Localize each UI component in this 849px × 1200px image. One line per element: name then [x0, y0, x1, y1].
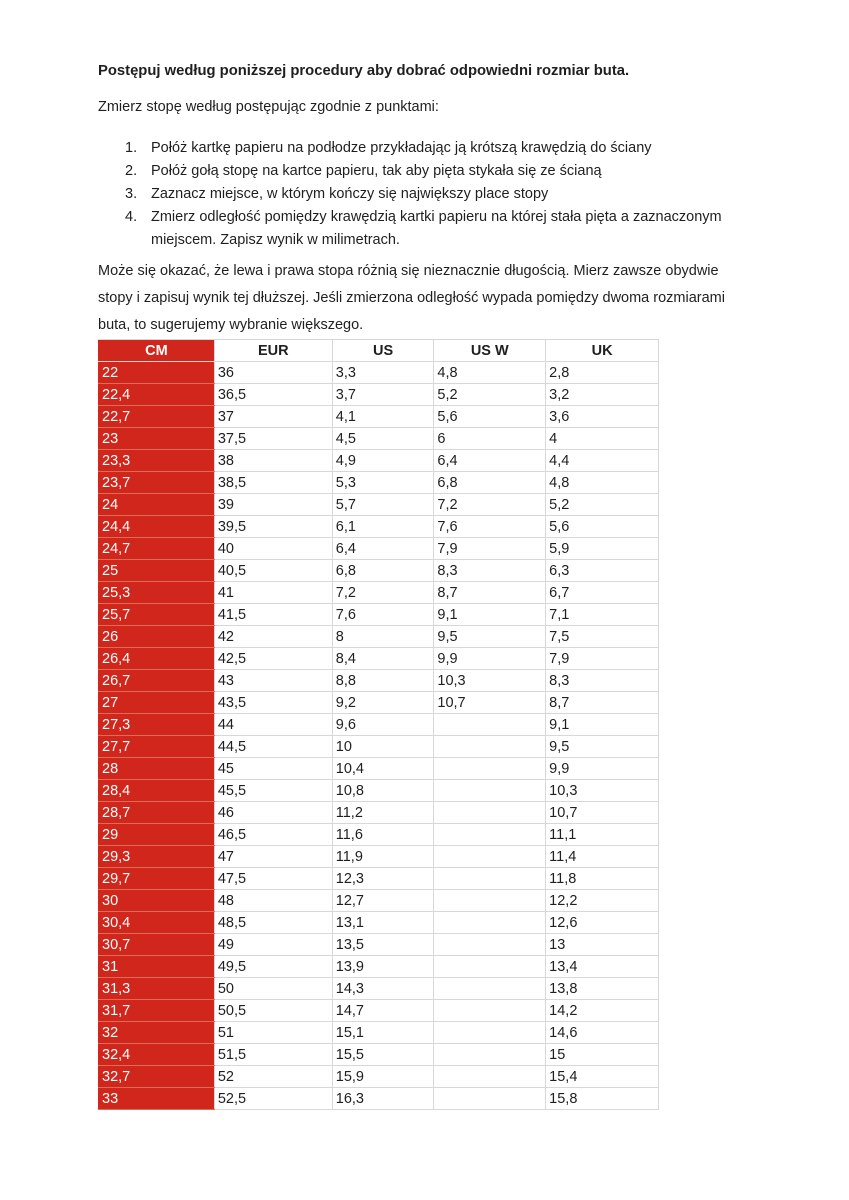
- cell: 13: [546, 934, 659, 956]
- cell: 3,6: [546, 406, 659, 428]
- table-row: [99, 626, 659, 648]
- cell: 8,7: [434, 582, 546, 604]
- size-table-head: [99, 340, 659, 362]
- cell: 11,4: [546, 846, 659, 868]
- cell: 5,9: [546, 538, 659, 560]
- cell: 9,9: [434, 648, 546, 670]
- cell: 48: [214, 890, 332, 912]
- size-table-body: [99, 362, 659, 1110]
- cell: 14,7: [332, 1000, 434, 1022]
- cell: [434, 1000, 546, 1022]
- cell: 13,4: [546, 956, 659, 978]
- table-row: [99, 384, 659, 406]
- step-item-2: [125, 160, 751, 183]
- cell: 46,5: [214, 824, 332, 846]
- cell: 6: [434, 428, 546, 450]
- cell: 3,7: [332, 384, 434, 406]
- cell-cm: 23,7: [99, 472, 215, 494]
- shoe-size-table: [98, 339, 659, 1110]
- cell-cm: 30: [99, 890, 215, 912]
- cell: 15,9: [332, 1066, 434, 1088]
- cell: 40,5: [214, 560, 332, 582]
- cell-cm: 24,4: [99, 516, 215, 538]
- cell: 6,1: [332, 516, 434, 538]
- cell: 43,5: [214, 692, 332, 714]
- cell: 49: [214, 934, 332, 956]
- cell-cm: 25: [99, 560, 215, 582]
- cell-cm: 24,7: [99, 538, 215, 560]
- cell: 10,7: [434, 692, 546, 714]
- cell: 10,3: [546, 780, 659, 802]
- cell-cm: 31,7: [99, 1000, 215, 1022]
- cell: 6,8: [332, 560, 434, 582]
- cell: [434, 824, 546, 846]
- cell: 6,7: [546, 582, 659, 604]
- cell: 6,8: [434, 472, 546, 494]
- cell: [434, 890, 546, 912]
- table-row: [99, 1000, 659, 1022]
- cell: 5,2: [434, 384, 546, 406]
- cell-cm: 33: [99, 1088, 215, 1110]
- cell: 15,8: [546, 1088, 659, 1110]
- cell: 5,7: [332, 494, 434, 516]
- cell: 47: [214, 846, 332, 868]
- cell: 10,7: [546, 802, 659, 824]
- table-row: [99, 494, 659, 516]
- cell: 11,9: [332, 846, 434, 868]
- cell: 6,4: [434, 450, 546, 472]
- cell: [434, 736, 546, 758]
- table-row: [99, 824, 659, 846]
- cell: [434, 1088, 546, 1110]
- cell: 38,5: [214, 472, 332, 494]
- column-header-us-w: US W: [434, 340, 546, 362]
- table-row: [99, 978, 659, 1000]
- cell: 8: [332, 626, 434, 648]
- step-item-1: [125, 137, 751, 160]
- note-paragraph: Może się okazać, że lewa i prawa stopa różnią się nieznacznie długością. Mierz zawsze obydwie stopy i zapisuj wynik tej dłuższej. Jeśli zmierzona odległość wypada pomiędzy dwoma rozmiarami buta, to sugerujemy wybranie większego.: [98, 263, 725, 333]
- cell: 4: [546, 428, 659, 450]
- table-row: [99, 670, 659, 692]
- cell: 42: [214, 626, 332, 648]
- cell: 13,1: [332, 912, 434, 934]
- cell: 9,9: [546, 758, 659, 780]
- steps-list: [125, 137, 751, 252]
- cell: 11,1: [546, 824, 659, 846]
- cell: [434, 1022, 546, 1044]
- cell-cm: 28,4: [99, 780, 215, 802]
- cell: 10,4: [332, 758, 434, 780]
- cell: 6,3: [546, 560, 659, 582]
- table-row: [99, 406, 659, 428]
- cell: 10,8: [332, 780, 434, 802]
- cell-cm: 29,3: [99, 846, 215, 868]
- cell: 7,9: [546, 648, 659, 670]
- table-row: [99, 472, 659, 494]
- cell: 7,9: [434, 538, 546, 560]
- cell: 45: [214, 758, 332, 780]
- cell: 51,5: [214, 1044, 332, 1066]
- table-row: [99, 1088, 659, 1110]
- cell: 14,2: [546, 1000, 659, 1022]
- table-row: [99, 1066, 659, 1088]
- cell: 4,5: [332, 428, 434, 450]
- table-row: [99, 912, 659, 934]
- cell: 12,7: [332, 890, 434, 912]
- cell: 47,5: [214, 868, 332, 890]
- cell: 41: [214, 582, 332, 604]
- cell: 52: [214, 1066, 332, 1088]
- table-row: [99, 692, 659, 714]
- cell: [434, 846, 546, 868]
- table-row: [99, 714, 659, 736]
- cell: 8,3: [434, 560, 546, 582]
- cell: 9,6: [332, 714, 434, 736]
- cell: 9,2: [332, 692, 434, 714]
- cell: 5,2: [546, 494, 659, 516]
- cell: 38: [214, 450, 332, 472]
- cell: 50,5: [214, 1000, 332, 1022]
- cell: 3,2: [546, 384, 659, 406]
- cell: 36,5: [214, 384, 332, 406]
- cell: 9,5: [546, 736, 659, 758]
- cell: 11,8: [546, 868, 659, 890]
- cell: 7,6: [434, 516, 546, 538]
- cell: 9,1: [546, 714, 659, 736]
- cell: 44: [214, 714, 332, 736]
- cell-cm: 27: [99, 692, 215, 714]
- page-title: Postępuj według poniższej procedury aby dobrać odpowiedni rozmiar buta.: [98, 63, 630, 79]
- cell-cm: 32,7: [99, 1066, 215, 1088]
- cell: [434, 934, 546, 956]
- cell: 37,5: [214, 428, 332, 450]
- cell: 3,3: [332, 362, 434, 384]
- cell-cm: 28,7: [99, 802, 215, 824]
- table-row: [99, 450, 659, 472]
- cell-cm: 30,7: [99, 934, 215, 956]
- cell: 39,5: [214, 516, 332, 538]
- cell: [434, 978, 546, 1000]
- cell-cm: 32: [99, 1022, 215, 1044]
- cell: 40: [214, 538, 332, 560]
- cell: 51: [214, 1022, 332, 1044]
- cell-cm: 29: [99, 824, 215, 846]
- cell: 11,2: [332, 802, 434, 824]
- cell: 15,1: [332, 1022, 434, 1044]
- cell: 9,5: [434, 626, 546, 648]
- cell: 13,9: [332, 956, 434, 978]
- cell: 13,5: [332, 934, 434, 956]
- step-text: Zaznacz miejsce, w którym kończy się największy place stopy: [151, 186, 549, 202]
- cell: [434, 780, 546, 802]
- cell-cm: 31,3: [99, 978, 215, 1000]
- cell: 8,4: [332, 648, 434, 670]
- cell: 4,8: [434, 362, 546, 384]
- cell: 46: [214, 802, 332, 824]
- cell: 15,4: [546, 1066, 659, 1088]
- cell: [434, 868, 546, 890]
- cell: [434, 1066, 546, 1088]
- step-item-4: [125, 206, 751, 252]
- cell: 10,3: [434, 670, 546, 692]
- cell-cm: 25,7: [99, 604, 215, 626]
- column-header-uk: UK: [546, 340, 659, 362]
- table-row: [99, 516, 659, 538]
- table-row: [99, 802, 659, 824]
- column-header-us: US: [332, 340, 434, 362]
- cell: 36: [214, 362, 332, 384]
- cell: 52,5: [214, 1088, 332, 1110]
- cell: 5,6: [546, 516, 659, 538]
- cell: 45,5: [214, 780, 332, 802]
- cell: 16,3: [332, 1088, 434, 1110]
- table-row: [99, 538, 659, 560]
- cell: [434, 912, 546, 934]
- cell-cm: 32,4: [99, 1044, 215, 1066]
- table-row: [99, 934, 659, 956]
- step-text: Połóż kartkę papieru na podłodze przykładając ją krótszą krawędzią do ściany: [151, 140, 652, 156]
- cell: 13,8: [546, 978, 659, 1000]
- cell: 12,3: [332, 868, 434, 890]
- table-row: [99, 758, 659, 780]
- step-item-3: [125, 183, 751, 206]
- table-row: [99, 428, 659, 450]
- cell: 42,5: [214, 648, 332, 670]
- step-text: Zmierz odległość pomiędzy krawędzią kartki papieru na której stała pięta a zaznaczonym miejscem. Zapisz wynik w milimetrach.: [151, 209, 722, 248]
- table-row: [99, 956, 659, 978]
- table-row: [99, 846, 659, 868]
- cell-cm: 31: [99, 956, 215, 978]
- cell-cm: 28: [99, 758, 215, 780]
- cell: 7,2: [332, 582, 434, 604]
- cell: 7,5: [546, 626, 659, 648]
- step-number: 1.: [125, 140, 138, 156]
- cell-cm: 26,7: [99, 670, 215, 692]
- cell: 4,1: [332, 406, 434, 428]
- cell: [434, 714, 546, 736]
- cell: 41,5: [214, 604, 332, 626]
- cell: [434, 956, 546, 978]
- table-row: [99, 780, 659, 802]
- cell: 37: [214, 406, 332, 428]
- table-row: [99, 868, 659, 890]
- cell: 9,1: [434, 604, 546, 626]
- cell: 8,3: [546, 670, 659, 692]
- cell: 5,3: [332, 472, 434, 494]
- cell-cm: 23,3: [99, 450, 215, 472]
- table-row: [99, 604, 659, 626]
- cell: 7,1: [546, 604, 659, 626]
- cell: 12,2: [546, 890, 659, 912]
- cell-cm: 26,4: [99, 648, 215, 670]
- cell-cm: 22,7: [99, 406, 215, 428]
- cell-cm: 22: [99, 362, 215, 384]
- table-row: [99, 890, 659, 912]
- cell: 15,5: [332, 1044, 434, 1066]
- cell-cm: 27,7: [99, 736, 215, 758]
- table-row: [99, 736, 659, 758]
- cell: 7,6: [332, 604, 434, 626]
- cell-cm: 24: [99, 494, 215, 516]
- cell-cm: 25,3: [99, 582, 215, 604]
- table-row: [99, 560, 659, 582]
- cell: 50: [214, 978, 332, 1000]
- step-number: 2.: [125, 163, 138, 179]
- cell: 4,9: [332, 450, 434, 472]
- step-text: Połóż gołą stopę na kartce papieru, tak aby pięta stykała się ze ścianą: [151, 163, 602, 179]
- cell: [434, 802, 546, 824]
- size-table-header-row: [99, 340, 659, 362]
- cell: 6,4: [332, 538, 434, 560]
- step-number: 4.: [125, 209, 138, 225]
- intro-paragraph: Zmierz stopę według postępując zgodnie z punktami:: [98, 99, 439, 115]
- cell: 4,8: [546, 472, 659, 494]
- cell: 11,6: [332, 824, 434, 846]
- cell: 4,4: [546, 450, 659, 472]
- cell: 49,5: [214, 956, 332, 978]
- cell-cm: 23: [99, 428, 215, 450]
- cell: 8,8: [332, 670, 434, 692]
- cell: 44,5: [214, 736, 332, 758]
- table-row: [99, 1022, 659, 1044]
- cell: 5,6: [434, 406, 546, 428]
- cell: 48,5: [214, 912, 332, 934]
- cell: 7,2: [434, 494, 546, 516]
- cell-cm: 27,3: [99, 714, 215, 736]
- table-row: [99, 648, 659, 670]
- cell-cm: 26: [99, 626, 215, 648]
- cell: 10: [332, 736, 434, 758]
- cell: 2,8: [546, 362, 659, 384]
- cell: [434, 758, 546, 780]
- cell: 15: [546, 1044, 659, 1066]
- cell: 12,6: [546, 912, 659, 934]
- cell: 8,7: [546, 692, 659, 714]
- cell-cm: 29,7: [99, 868, 215, 890]
- table-row: [99, 582, 659, 604]
- column-header-cm: CM: [99, 340, 215, 362]
- cell: 14,6: [546, 1022, 659, 1044]
- cell: 39: [214, 494, 332, 516]
- step-number: 3.: [125, 186, 138, 202]
- cell-cm: 22,4: [99, 384, 215, 406]
- table-row: [99, 1044, 659, 1066]
- cell: 43: [214, 670, 332, 692]
- cell-cm: 30,4: [99, 912, 215, 934]
- table-row: [99, 362, 659, 384]
- cell: [434, 1044, 546, 1066]
- column-header-eur: EUR: [214, 340, 332, 362]
- cell: 14,3: [332, 978, 434, 1000]
